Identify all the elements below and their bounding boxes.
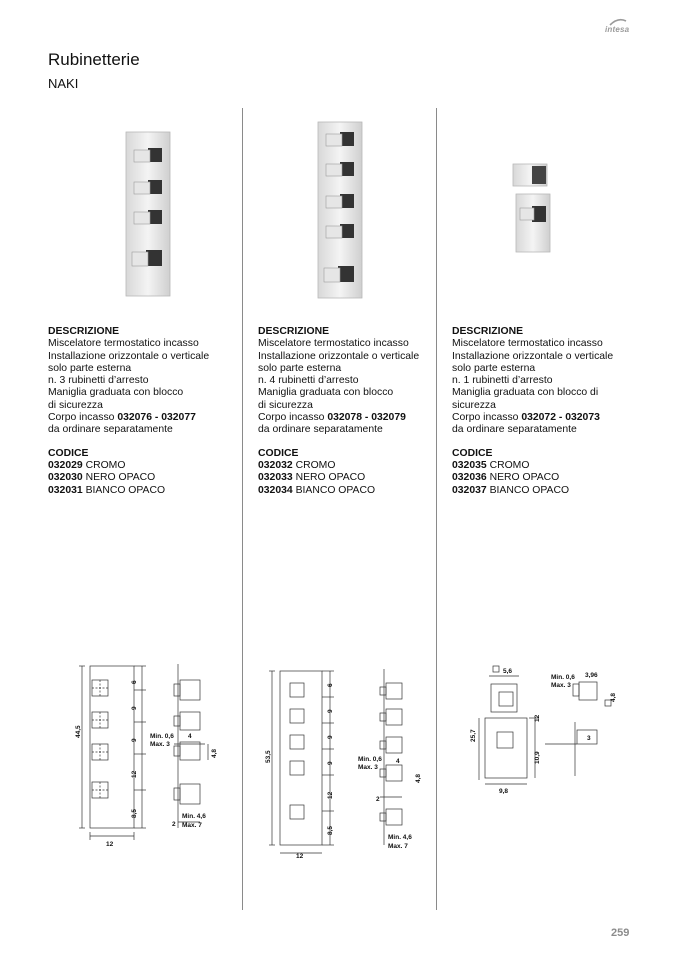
dimension-label: Min. 4,6: [388, 834, 412, 841]
drawing-3-dimension-labels: [470, 668, 617, 795]
code-number: 032032: [258, 459, 293, 471]
brand-logo: [603, 18, 643, 36]
dimension-label: Max. 7: [388, 843, 408, 850]
technical-drawing-3: [465, 664, 625, 796]
dimension-label: 4: [188, 733, 192, 740]
description-line: Maniglia graduata con blocco di: [452, 387, 599, 399]
code-number: 032034: [258, 484, 293, 496]
dimension-label: 12: [131, 770, 138, 778]
code-number: 032036: [452, 472, 487, 484]
code-row: [48, 485, 233, 497]
code-heading: CODICE: [258, 447, 299, 459]
description-line: sicurezza: [452, 399, 496, 411]
description-line: da ordinare separatamente: [452, 424, 577, 436]
code-row: [452, 460, 637, 472]
product-image-1-valve: [508, 162, 558, 256]
description-line: di sicurezza: [258, 399, 313, 411]
dimension-label: 12: [327, 791, 334, 799]
dimension-label: 3,96: [585, 672, 598, 679]
dimension-label: 2: [376, 796, 380, 803]
dimension-label: 8,5: [327, 825, 334, 835]
body-prefix: Corpo incasso: [452, 412, 522, 424]
dimension-label: 9,8: [499, 788, 509, 795]
dimension-label: 25,7: [470, 729, 477, 742]
dimension-label: 12: [296, 853, 304, 860]
dimension-label: Max. 3: [551, 682, 571, 689]
body-codes: 032078 - 032079: [327, 412, 406, 424]
drawing-1-dimension-labels: [75, 680, 218, 848]
code-number: 032031: [48, 484, 83, 496]
dimension-label: 9: [131, 738, 138, 742]
product-image-4-valves: [310, 120, 370, 300]
drawing-2-dimension-labels: [265, 683, 422, 860]
body-prefix: Corpo incasso: [48, 412, 118, 424]
code-finish: NERO OPACO: [486, 472, 560, 484]
dimension-label: 4,8: [610, 692, 617, 702]
code-number: 032029: [48, 459, 83, 471]
dimension-label: 12: [534, 714, 541, 722]
dimension-label: 2: [172, 821, 176, 828]
code-heading: CODICE: [48, 447, 89, 459]
description-heading: DESCRIZIONE: [258, 326, 330, 337]
description-line: Installazione orizzontale o verticale: [48, 350, 210, 362]
code-finish: CROMO: [486, 459, 530, 471]
dimension-label: 53,5: [265, 750, 272, 763]
body-line: [48, 412, 233, 424]
code-finish: BIANCO OPACO: [82, 484, 166, 496]
description-line: solo parte esterna: [48, 362, 132, 374]
product-column-3: [452, 326, 637, 497]
code-number: 032033: [258, 472, 293, 484]
description-line: Miscelatore termostatico incasso: [258, 338, 409, 350]
dimension-label: 4,8: [211, 748, 218, 758]
dimension-label: 8,5: [131, 808, 138, 818]
code-finish: NERO OPACO: [292, 472, 366, 484]
code-number: 032030: [48, 472, 83, 484]
code-row: [258, 472, 443, 484]
page-subtitle: NAKI: [48, 76, 79, 91]
column-divider: [436, 108, 437, 910]
description-line: Miscelatore termostatico incasso: [48, 338, 199, 350]
technical-drawing-2: [262, 665, 432, 860]
description-line: n. 1 rubinetti d’arresto: [452, 375, 553, 387]
code-row: [258, 460, 443, 472]
dimension-label: 9: [327, 709, 334, 713]
dimension-label: Max. 3: [150, 741, 170, 748]
dimension-label: 6: [131, 680, 138, 684]
description-heading: DESCRIZIONE: [48, 326, 120, 337]
dimension-label: Max. 7: [182, 822, 202, 829]
dimension-label: Min. 4,6: [182, 813, 206, 820]
dimension-label: Min. 0,6: [358, 756, 382, 763]
description-line: solo parte esterna: [452, 362, 536, 374]
code-number: 032037: [452, 484, 487, 496]
code-heading: CODICE: [452, 447, 493, 459]
dimension-label: 12: [106, 841, 114, 848]
dimension-label: Min. 0,6: [551, 674, 575, 681]
description-line: Installazione orizzontale o verticale: [258, 350, 420, 362]
product-column-2: [258, 326, 443, 497]
code-number: 032035: [452, 459, 487, 471]
description-line: n. 4 rubinetti d’arresto: [258, 375, 359, 387]
dimension-label: 4,8: [415, 773, 422, 783]
description-line: n. 3 rubinetti d’arresto: [48, 375, 149, 387]
page-title: Rubinetterie: [48, 50, 140, 69]
product-column-1: [48, 326, 233, 497]
technical-drawing-1: [70, 660, 240, 850]
code-row: [452, 485, 637, 497]
dimension-label: 44,5: [75, 725, 82, 738]
code-row: [452, 472, 637, 484]
code-row: [48, 472, 233, 484]
product-image-3-valves: [118, 130, 178, 298]
code-row: [48, 460, 233, 472]
page-number: 259: [611, 927, 630, 939]
dimension-label: Min. 0,6: [150, 733, 174, 740]
code-finish: NERO OPACO: [82, 472, 156, 484]
dimension-label: 9: [327, 761, 334, 765]
code-finish: BIANCO OPACO: [292, 484, 376, 496]
description-line: Maniglia graduata con blocco: [258, 387, 394, 399]
dimension-label: 3: [587, 735, 591, 742]
body-line: [258, 412, 443, 424]
dimension-label: 10,9: [534, 751, 541, 764]
description-line: da ordinare separatamente: [48, 424, 173, 436]
dimension-label: Max. 3: [358, 764, 378, 771]
description-line: Installazione orizzontale o verticale: [452, 350, 614, 362]
code-finish: BIANCO OPACO: [486, 484, 570, 496]
description-line: Maniglia graduata con blocco: [48, 387, 184, 399]
description-line: Miscelatore termostatico incasso: [452, 338, 603, 350]
body-prefix: Corpo incasso: [258, 412, 328, 424]
dimension-label: 5,6: [503, 668, 513, 675]
body-codes: 032076 - 032077: [117, 412, 196, 424]
dimension-label: 4: [396, 758, 400, 765]
dimension-label: 6: [327, 683, 334, 687]
body-codes: 032072 - 032073: [521, 412, 600, 424]
code-finish: CROMO: [82, 459, 126, 471]
code-finish: CROMO: [292, 459, 336, 471]
description-line: di sicurezza: [48, 399, 103, 411]
dimension-label: 9: [327, 735, 334, 739]
description-line: da ordinare separatamente: [258, 424, 383, 436]
logo-text: intesa: [605, 25, 630, 34]
code-row: [258, 485, 443, 497]
description-line: solo parte esterna: [258, 362, 342, 374]
body-line: [452, 412, 637, 424]
column-divider: [242, 108, 243, 910]
dimension-label: 9: [131, 706, 138, 710]
description-heading: DESCRIZIONE: [452, 326, 524, 337]
